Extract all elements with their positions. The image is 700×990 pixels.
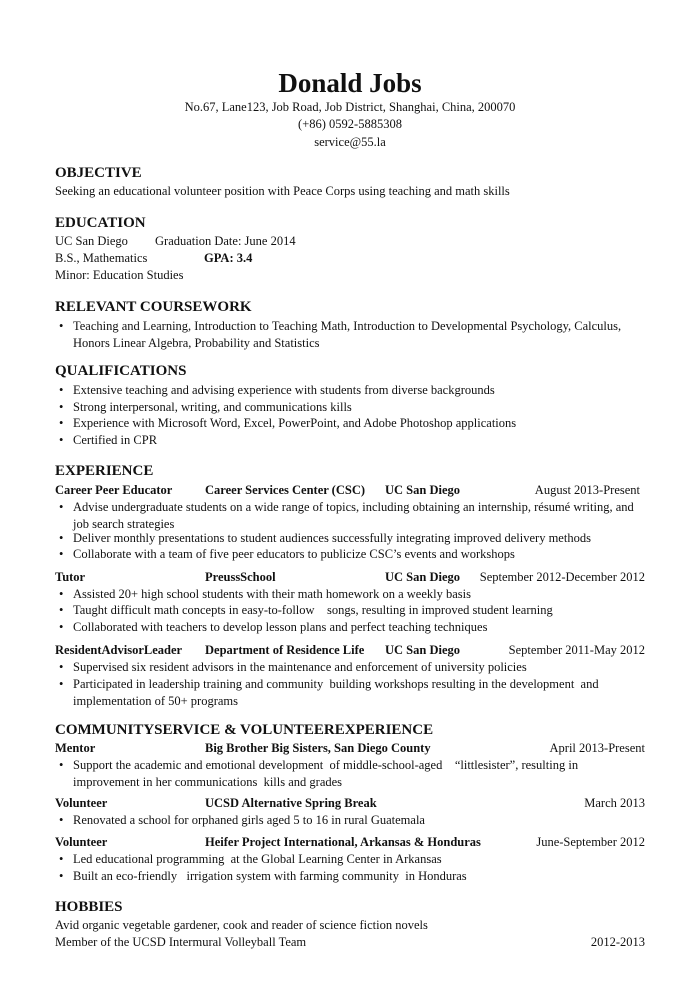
volunteer-bullet	[59, 868, 645, 885]
volunteer-header	[55, 740, 645, 757]
qualification-item	[59, 382, 645, 399]
hobbies-team: Member of the UCSD Intermural Volleyball Team	[55, 935, 307, 949]
bullet-icon: •	[59, 383, 64, 397]
job-bullet	[59, 602, 645, 619]
job-header	[55, 482, 645, 499]
job-bullet-text: Participated in leadership training and community building workshops resulting in the development and implementation of 50+ programs	[73, 677, 602, 708]
hobbies-line: Avid organic vegetable gardener, cook and reader of science fiction novels	[55, 918, 428, 932]
coursework-item	[59, 318, 645, 351]
volunteer-bullet	[59, 812, 645, 829]
section-heading-community-service: COMMUNITYSERVICE & VOLUNTEEREXPERIENCE	[55, 722, 434, 738]
job-header	[55, 642, 645, 659]
bullet-icon: •	[59, 852, 64, 866]
volunteer-bullet-text: Built an eco-friendly irrigation system with farming community in Honduras	[73, 869, 467, 883]
volunteer-bullet-text: Support the academic and emotional development of middle-school-aged “littlesister”, resulting in improvement in her communications kills and grades	[73, 758, 582, 789]
bullet-icon: •	[59, 758, 64, 772]
job-role: ResidentAdvisorLeader	[55, 643, 183, 657]
education-gpa: GPA: 3.4	[204, 251, 253, 265]
job-bullet-text: Advise undergraduate students on a wide range of topics, including obtaining an internship, résumé writing, and job search strategies	[73, 500, 634, 531]
qualification-text: Strong interpersonal, writing, and communications kills	[73, 400, 352, 414]
volunteer-role: Volunteer	[55, 835, 108, 849]
job-bullet	[59, 530, 645, 547]
volunteer-role: Volunteer	[55, 796, 108, 810]
bullet-icon: •	[59, 587, 64, 601]
job-bullet	[59, 586, 645, 603]
bullet-icon: •	[59, 603, 64, 617]
section-heading-objective: OBJECTIVE	[55, 165, 142, 181]
job-place: UC San Diego	[385, 483, 461, 497]
job-bullet	[59, 546, 645, 563]
coursework-text: Teaching and Learning, Introduction to Teaching Math, Introduction to Developmental Psychology, Calculus, Honors Linear Algebra, Probability and Statistics	[73, 319, 622, 350]
job-bullet-text: Collaborated with teachers to develop lesson plans and perfect teaching techniques	[73, 620, 488, 634]
job-bullet-text: Deliver monthly presentations to student audiences successfully integrating improved delivery methods	[73, 531, 591, 545]
phone: (+86) 0592-5885308	[298, 117, 402, 131]
bullet-icon: •	[59, 620, 64, 634]
qualification-text: Certified in CPR	[73, 433, 158, 447]
candidate-name: Donald Jobs	[278, 68, 422, 98]
job-place: UC San Diego	[385, 570, 461, 584]
volunteer-org: Big Brother Big Sisters, San Diego County	[205, 741, 431, 755]
job-bullet	[59, 619, 645, 636]
qualification-item	[59, 399, 645, 416]
bullet-icon: •	[59, 813, 64, 827]
volunteer-role: Mentor	[55, 741, 96, 755]
volunteer-bullet	[59, 851, 645, 868]
education-school: UC San Diego	[55, 234, 128, 248]
job-org: Department of Residence Life	[205, 643, 365, 657]
bullet-icon: •	[59, 547, 64, 561]
education-degree: B.S., Mathematics	[55, 251, 148, 265]
job-date: September 2011-May 2012	[508, 643, 645, 657]
volunteer-date: June-September 2012	[536, 835, 645, 849]
objective-text: Seeking an educational volunteer position with Peace Corps using teaching and math skills	[55, 184, 510, 198]
qualification-text: Experience with Microsoft Word, Excel, PowerPoint, and Adobe Photoshop applications	[73, 416, 517, 430]
bullet-icon: •	[59, 500, 64, 514]
bullet-icon: •	[59, 433, 64, 447]
qualification-text: Extensive teaching and advising experience with students from diverse backgrounds	[73, 383, 495, 397]
section-heading-qualifications: QUALIFICATIONS	[55, 363, 187, 379]
email: service@55.la	[314, 135, 386, 149]
qualification-item	[59, 432, 645, 449]
job-bullet-text: Supervised six resident advisors in the maintenance and enforcement of university policies	[73, 660, 527, 674]
job-date: September 2012-December 2012	[479, 570, 645, 584]
volunteer-header	[55, 795, 645, 812]
hobbies-team-date: 2012-2013	[590, 935, 645, 949]
job-role: Tutor	[55, 570, 86, 584]
bullet-icon: •	[59, 400, 64, 414]
bullet-icon: •	[59, 319, 64, 333]
volunteer-bullet-text: Led educational programming at the Global Learning Center in Arkansas	[73, 852, 442, 866]
bullet-icon: •	[59, 531, 64, 545]
job-bullet-text: Assisted 20+ high school students with their math homework on a weekly basis	[73, 587, 471, 601]
volunteer-date: March 2013	[584, 796, 645, 810]
job-org: PreussSchool	[205, 570, 276, 584]
volunteer-org: UCSD Alternative Spring Break	[205, 796, 377, 810]
education-graduation: Graduation Date: June 2014	[155, 234, 296, 248]
bullet-icon: •	[59, 869, 64, 883]
volunteer-org: Heifer Project International, Arkansas & Honduras	[205, 835, 481, 849]
job-bullet-text: Collaborate with a team of five peer educators to publicize CSC’s events and workshops	[73, 547, 515, 561]
bullet-icon: •	[59, 416, 64, 430]
job-role: Career Peer Educator	[55, 483, 173, 497]
section-heading-coursework: RELEVANT COURSEWORK	[55, 299, 252, 315]
volunteer-header	[55, 834, 645, 851]
job-bullet	[59, 676, 645, 709]
job-header	[55, 569, 645, 586]
job-bullet	[59, 659, 645, 676]
job-date: August 2013-Present	[534, 483, 640, 497]
address: No.67, Lane123, Job Road, Job District, Shanghai, China, 200070	[184, 100, 516, 114]
job-place: UC San Diego	[385, 643, 461, 657]
bullet-icon: •	[59, 660, 64, 674]
job-bullet-text: Taught difficult math concepts in easy-to-follow songs, resulting in improved student learning	[73, 603, 553, 617]
qualification-item	[59, 415, 645, 432]
bullet-icon: •	[59, 677, 64, 691]
volunteer-date: April 2013-Present	[549, 741, 645, 755]
section-heading-hobbies: HOBBIES	[55, 899, 123, 915]
job-bullet	[59, 499, 645, 532]
volunteer-bullet-text: Renovated a school for orphaned girls aged 5 to 16 in rural Guatemala	[73, 813, 425, 827]
job-org: Career Services Center (CSC)	[205, 483, 366, 497]
section-heading-experience: EXPERIENCE	[55, 463, 154, 479]
volunteer-bullet	[59, 757, 645, 790]
education-minor: Minor: Education Studies	[55, 268, 184, 282]
section-heading-education: EDUCATION	[55, 215, 146, 231]
